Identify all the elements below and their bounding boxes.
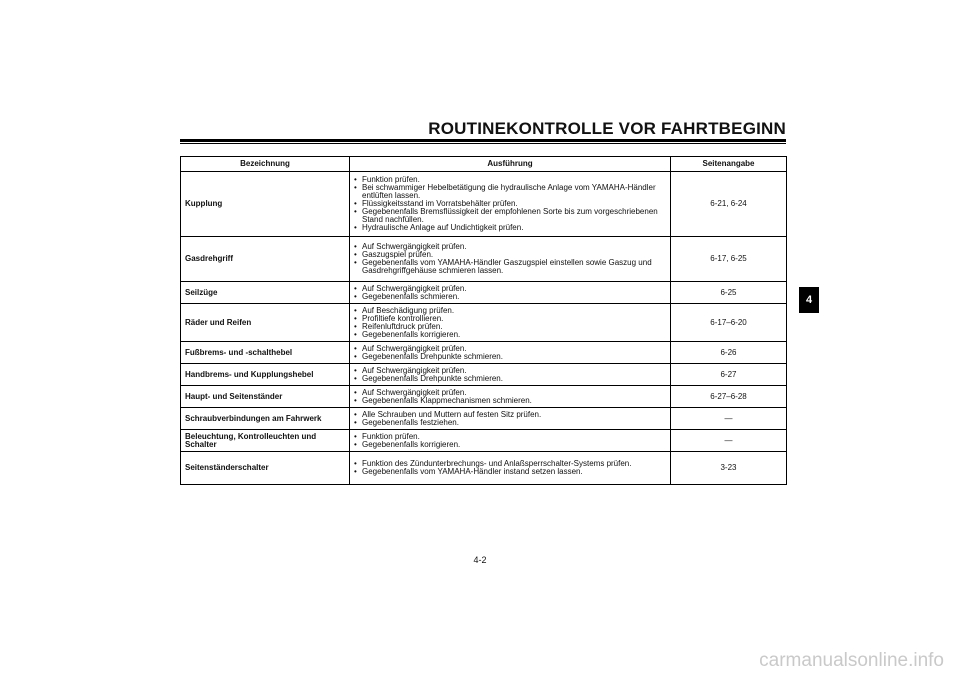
action-list-item: • Gegebenenfalls korrigieren. — [353, 441, 666, 449]
item-name: Handbrems- und Kupplungshebel — [181, 364, 350, 386]
action-list — [353, 460, 666, 476]
watermark: carmanualsonline.info — [759, 650, 944, 671]
title-rule-thin — [180, 143, 786, 144]
action-list-item: • Gegebenenfalls korrigieren. — [353, 331, 666, 339]
table-row — [181, 172, 787, 237]
action-list — [353, 345, 666, 361]
action-list-item: • Gegebenenfalls vom YAMAHA-Händler Gaszugspiel einstellen sowie Gaszug und Gasdrehgriffgehäuse schmieren lassen. — [353, 259, 666, 275]
table-row — [181, 282, 787, 304]
table-row — [181, 364, 787, 386]
action-list-item: • Funktion des Zündunterbrechungs- und Anlaßsperrschalter-Systems prüfen. — [353, 460, 666, 468]
item-name: Fußbrems- und -schalthebel — [181, 342, 350, 364]
page-reference: 6-17, 6-25 — [671, 237, 787, 282]
item-name: Räder und Reifen — [181, 304, 350, 342]
action-list — [353, 285, 666, 301]
table-row — [181, 408, 787, 430]
table-header-row — [181, 157, 787, 172]
item-name: Seilzüge — [181, 282, 350, 304]
page-reference: 6-27–6-28 — [671, 386, 787, 408]
page-title: ROUTINEKONTROLLE VOR FAHRTBEGINN — [428, 119, 786, 138]
action-list-item: • Profiltiefe kontrollieren. — [353, 315, 666, 323]
action-list-item: • Alle Schrauben und Muttern auf festen Sitz prüfen. — [353, 411, 666, 419]
item-actions — [350, 430, 671, 452]
page-reference: — — [671, 408, 787, 430]
action-list — [353, 367, 666, 383]
table-row — [181, 237, 787, 282]
action-list-item: • Gegebenenfalls Klappmechanismen schmieren. — [353, 397, 666, 405]
action-list-item: • Auf Schwergängigkeit prüfen. — [353, 243, 666, 251]
section-tab: 4 — [799, 287, 819, 313]
action-list — [353, 433, 666, 449]
action-list-item: • Gegebenenfalls vom YAMAHA-Händler instand setzen lassen. — [353, 468, 666, 476]
page-reference: — — [671, 430, 787, 452]
item-actions — [350, 342, 671, 364]
column-header-action: Ausführung — [350, 157, 671, 172]
item-actions — [350, 364, 671, 386]
action-list — [353, 243, 666, 275]
table-row — [181, 452, 787, 485]
item-actions — [350, 282, 671, 304]
action-list-item: • Gegebenenfalls festziehen. — [353, 419, 666, 427]
action-list-item: • Hydraulische Anlage auf Undichtigkeit prüfen. — [353, 224, 666, 232]
action-list-item: • Gaszugspiel prüfen. — [353, 251, 666, 259]
action-list-item: • Funktion prüfen. — [353, 433, 666, 441]
action-list — [353, 307, 666, 339]
table-row — [181, 430, 787, 452]
action-list-item: • Auf Schwergängigkeit prüfen. — [353, 389, 666, 397]
action-list-item: • Gegebenenfalls Drehpunkte schmieren. — [353, 353, 666, 361]
item-name: Seitenständerschalter — [181, 452, 350, 485]
item-actions — [350, 304, 671, 342]
title-rule — [180, 139, 786, 142]
action-list — [353, 389, 666, 405]
item-name: Schraubverbindungen am Fahrwerk — [181, 408, 350, 430]
table-row — [181, 386, 787, 408]
item-name: Beleuchtung, Kontrolleuchten und Schalter — [181, 430, 350, 452]
item-actions — [350, 452, 671, 485]
action-list-item: • Bei schwammiger Hebelbetätigung die hydraulische Anlage vom YAMAHA-Händler entlüften lassen. — [353, 184, 666, 200]
action-list-item: • Auf Schwergängigkeit prüfen. — [353, 367, 666, 375]
action-list-item: • Funktion prüfen. — [353, 176, 666, 184]
item-actions — [350, 386, 671, 408]
item-actions — [350, 172, 671, 237]
routine-check-table — [180, 156, 787, 485]
item-name: Gasdrehgriff — [181, 237, 350, 282]
action-list-item: • Gegebenenfalls Drehpunkte schmieren. — [353, 375, 666, 383]
action-list — [353, 411, 666, 427]
table-row — [181, 342, 787, 364]
action-list-item: • Gegebenenfalls schmieren. — [353, 293, 666, 301]
page-reference: 6-25 — [671, 282, 787, 304]
page-reference: 6-26 — [671, 342, 787, 364]
column-header-page: Seitenangabe — [671, 157, 787, 172]
action-list-item: • Auf Beschädigung prüfen. — [353, 307, 666, 315]
action-list-item: • Auf Schwergängigkeit prüfen. — [353, 285, 666, 293]
action-list-item: • Gegebenenfalls Bremsflüssigkeit der empfohlenen Sorte bis zum vorgeschriebenen Stand nachfüllen. — [353, 208, 666, 224]
table-row — [181, 304, 787, 342]
action-list — [353, 176, 666, 232]
item-actions — [350, 237, 671, 282]
page-number: 4-2 — [473, 555, 487, 565]
item-name: Haupt- und Seitenständer — [181, 386, 350, 408]
action-list-item: • Reifenluftdruck prüfen. — [353, 323, 666, 331]
item-actions — [350, 408, 671, 430]
item-name: Kupplung — [181, 172, 350, 237]
action-list-item: • Flüssigkeitsstand im Vorratsbehälter prüfen. — [353, 200, 666, 208]
table-body — [181, 172, 787, 485]
column-header-name: Bezeichnung — [181, 157, 350, 172]
page-reference: 6-21, 6-24 — [671, 172, 787, 237]
page-reference: 6-27 — [671, 364, 787, 386]
page-reference: 6-17–6-20 — [671, 304, 787, 342]
action-list-item: • Auf Schwergängigkeit prüfen. — [353, 345, 666, 353]
page-reference: 3-23 — [671, 452, 787, 485]
